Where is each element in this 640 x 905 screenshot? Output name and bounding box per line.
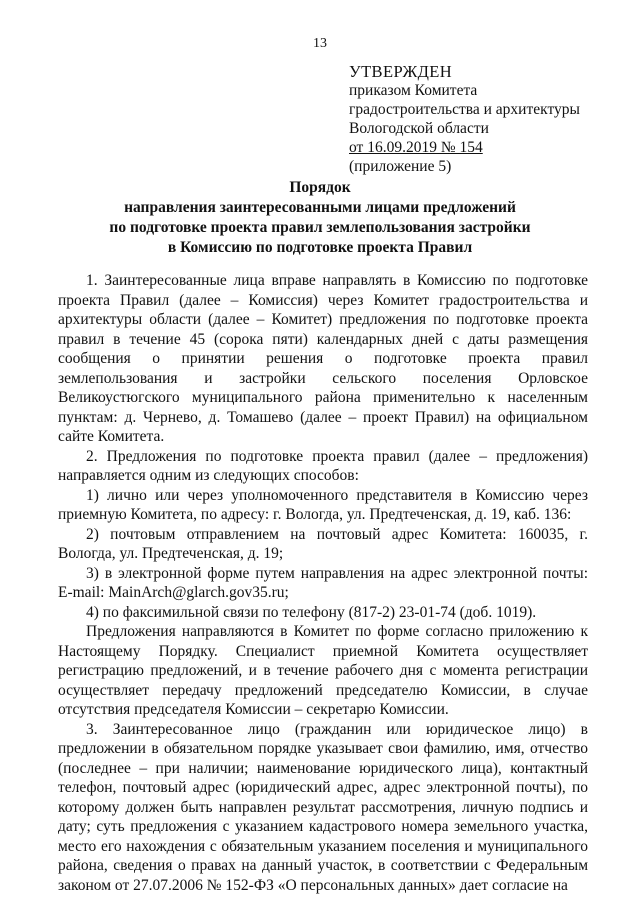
paragraph-method-2: 2) почтовым отправлением на почтовый адрес Комитета: 160035, г. Вологда, ул. Предтеченская, д. 19; (58, 525, 588, 562)
approval-line-1: приказом Комитета (349, 82, 478, 99)
title-line-3: по подготовке проекта правил землепользования застройки (109, 219, 531, 236)
paragraph-3: 3. Заинтересованное лицо (гражданин или юридическое лицо) в предложении в обязательном порядке указывает свои фамилию, имя, отчество (последнее – при наличии; наименование юридического лица), контактный телефон, почтовый адрес (юридический адрес, адрес электронной почты), по которому должен быть направлен результат рассмотрения, личную подпись и дату; суть предложения с указанием кадастрового номера земельного участка, место его нахождения с обязательным указанием поселения и муниципального района, сведения о правах на данный участок, в соответствии с Федеральным законом от 27.07.2006 № 152-ФЗ «О персональных данных» дает согласие на (58, 720, 588, 894)
title-line-4: в Комиссию по подготовке проекта Правил (167, 239, 473, 256)
approval-appendix: (приложение 5) (349, 158, 452, 175)
paragraph-method-3: 3) в электронной форме путем направления на адрес электронной почты: E-mail: MainArch@glarch.gov35.ru; (58, 564, 588, 601)
approval-line-2: градостроительства и архитектуры (349, 101, 580, 118)
approval-block (349, 62, 580, 176)
paragraph-method-1: 1) лично или через уполномоченного представителя в Комиссию через приемную Комитета, по адресу: г. Вологда, ул. Предтеченская, д. 19, каб. 136: (58, 486, 588, 523)
page-number: 13 (313, 36, 327, 51)
document-body (58, 271, 588, 895)
document-title (0, 178, 640, 258)
paragraph-1: 1. Заинтересованные лица вправе направлять в Комиссию по подготовке проекта Правил (далее – Комиссия) через Комитет градостроительства и архитектуры области (далее – Комитет) предложения по подготовке проекта правил в течение 45 (сорока пяти) календарных дней с даты размещения сообщения о принятии решения о подготовке проекта правил землепользования и застройки сельского поселения Орловское Великоустюгского муниципального района применительно к населенным пунктам: д. Чернево, д. Томашево (далее – проект Правил) на официальном сайте Комитета. (58, 272, 588, 445)
paragraph-method-4: 4) по факсимильной связи по телефону (817-2) 23-01-74 (доб. 1019). (86, 603, 537, 621)
approval-order: от 16.09.2019 № 154 (349, 139, 483, 156)
paragraph-submission: Предложения направляются в Комитет по форме согласно приложению к Настоящему Порядку. Специалист приемной Комитета осуществляет регистрацию предложений, и в течение рабочего дня с момента регистрации осуществляет передачу предложений председателю Комиссии, в случае отсутствия председателя Комиссии – секретарю Комиссии. (58, 623, 588, 718)
title-line-1: Порядок (289, 179, 351, 196)
paragraph-2: 2. Предложения по подготовке проекта правил (далее – предложения) направляется одним из следующих способов: (58, 447, 588, 484)
approval-line-3: Вологодской области (349, 120, 489, 137)
title-line-2: направления заинтересованными лицами предложений (124, 199, 516, 216)
approval-heading: УТВЕРЖДЕН (349, 62, 453, 81)
